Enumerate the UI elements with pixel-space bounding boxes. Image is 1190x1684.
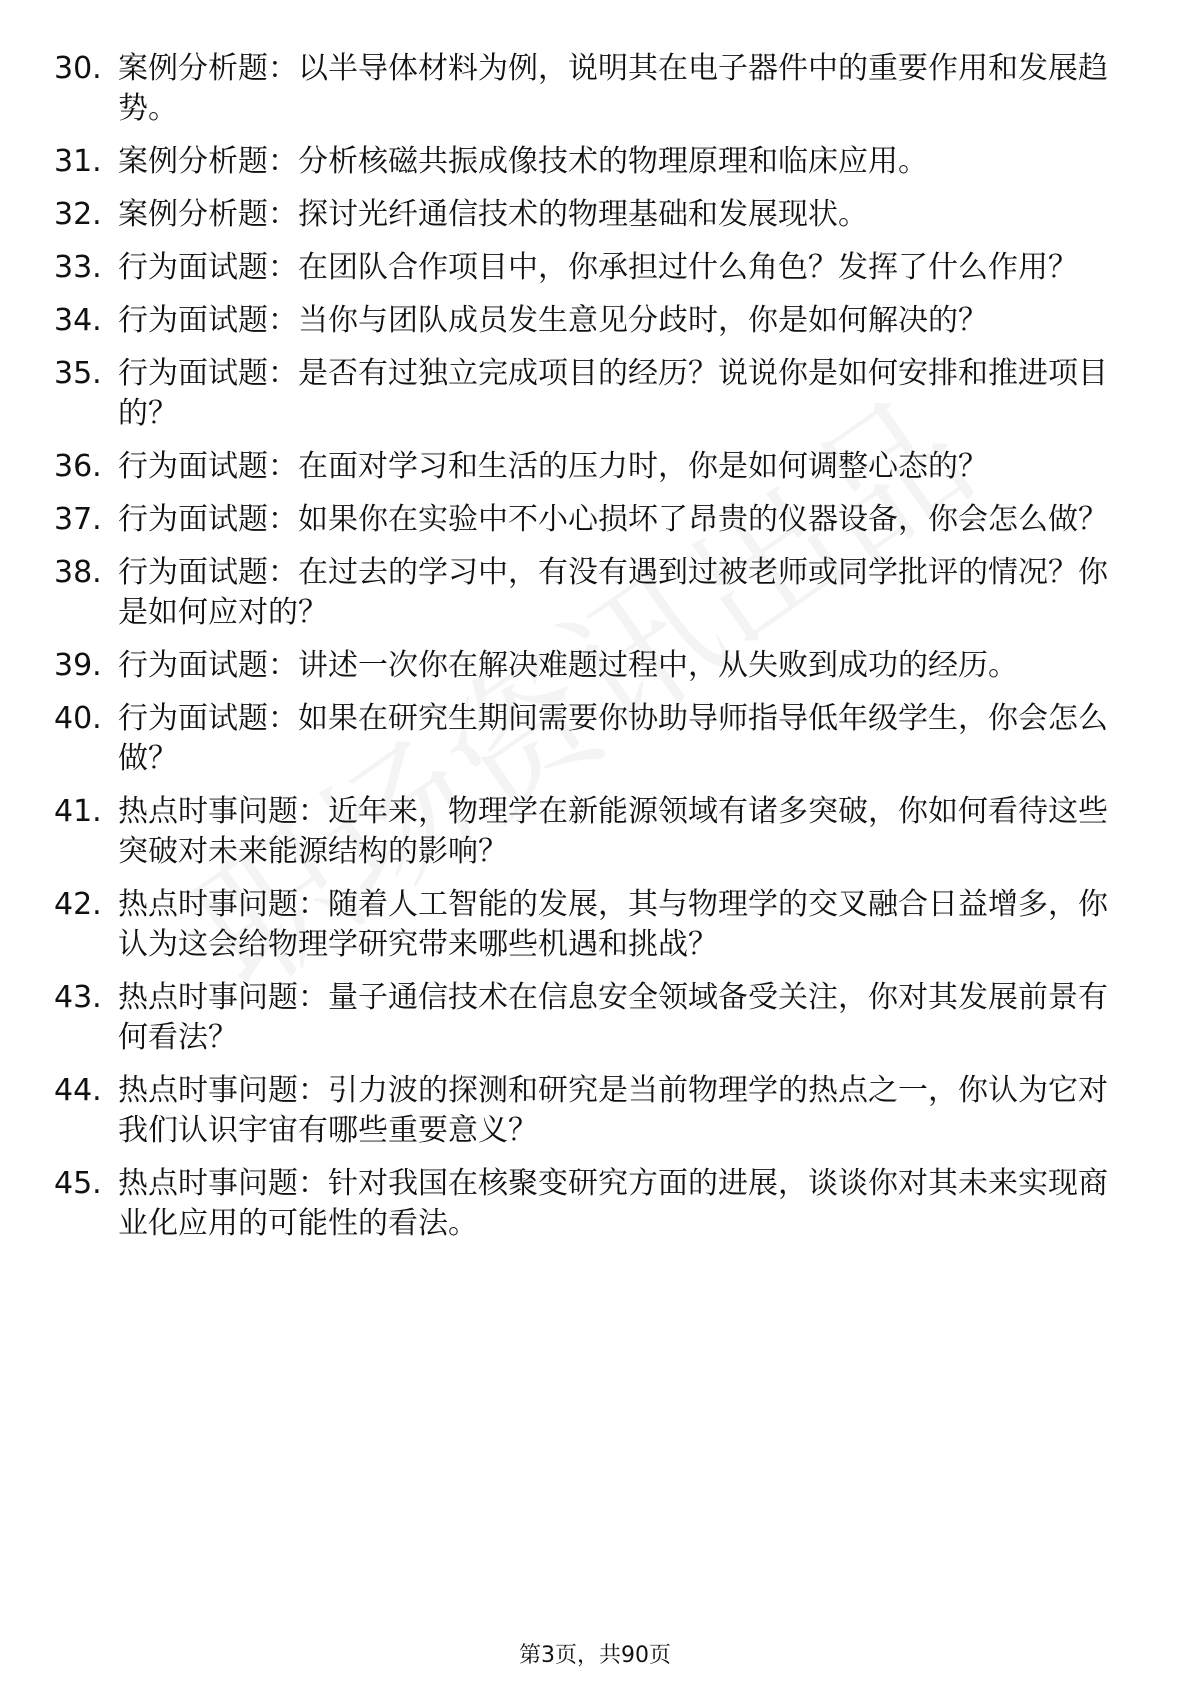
question-text: 探讨光纤通信技术的物理基础和发展现状。 <box>298 197 868 232</box>
question-item <box>54 195 1116 235</box>
question-item <box>54 447 1116 487</box>
question-text: 在面对学习和生活的压力时，你是如何调整心态的？ <box>298 449 988 484</box>
question-body <box>118 500 1116 540</box>
question-list <box>54 49 1116 1257</box>
question-category: 行为面试题： <box>118 356 298 391</box>
question-body <box>118 553 1116 633</box>
question-category: 行为面试题： <box>118 555 298 590</box>
question-number: 40. <box>54 701 102 736</box>
question-number: 42. <box>54 887 102 922</box>
question-text: 在过去的学习中，有没有遇到过被老师或同学批评的情况？你是如何应对的？ <box>118 555 1108 630</box>
question-item <box>54 1164 1116 1244</box>
question-body <box>118 885 1116 965</box>
page-number-footer: 第3页，共90页 <box>519 1643 671 1668</box>
question-item <box>54 301 1116 341</box>
question-number: 43. <box>54 980 102 1015</box>
question-text: 讲述一次你在解决难题过程中，从失败到成功的经历。 <box>298 648 1018 683</box>
question-item <box>54 699 1116 779</box>
question-category: 行为面试题： <box>118 502 298 537</box>
question-category: 热点时事问题： <box>118 980 328 1015</box>
question-number: 33. <box>54 250 102 285</box>
question-body <box>118 978 1116 1058</box>
question-number: 37. <box>54 502 102 537</box>
question-text: 分析核磁共振成像技术的物理原理和临床应用。 <box>298 144 928 179</box>
question-category: 行为面试题： <box>118 701 298 736</box>
question-number: 38. <box>54 555 102 590</box>
question-body <box>118 248 1116 288</box>
question-item <box>54 553 1116 633</box>
question-number: 31. <box>54 144 102 179</box>
question-text: 针对我国在核聚变研究方面的进展，谈谈你对其未来实现商业化应用的可能性的看法。 <box>118 1166 1108 1241</box>
question-item <box>54 248 1116 288</box>
question-category: 行为面试题： <box>118 303 298 338</box>
question-body <box>118 354 1116 434</box>
question-number: 34. <box>54 303 102 338</box>
question-text: 量子通信技术在信息安全领域备受关注，你对其发展前景有何看法？ <box>118 980 1108 1055</box>
question-number: 32. <box>54 197 102 232</box>
question-text: 近年来，物理学在新能源领域有诸多突破，你如何看待这些突破对未来能源结构的影响？ <box>118 794 1108 869</box>
question-number: 35. <box>54 356 102 391</box>
question-text: 如果在研究生期间需要你协助导师指导低年级学生，你会怎么做？ <box>118 701 1108 776</box>
question-category: 行为面试题： <box>118 250 298 285</box>
question-item <box>54 978 1116 1058</box>
question-item <box>54 1071 1116 1151</box>
question-text: 是否有过独立完成项目的经历？说说你是如何安排和推进项目的？ <box>118 356 1108 431</box>
question-category: 热点时事问题： <box>118 1166 328 1201</box>
question-body <box>118 447 1116 487</box>
question-body <box>118 1164 1116 1244</box>
question-text: 在团队合作项目中，你承担过什么角色？发挥了什么作用？ <box>298 250 1078 285</box>
question-number: 36. <box>54 449 102 484</box>
question-body <box>118 142 1116 182</box>
question-body <box>118 792 1116 872</box>
question-text: 当你与团队成员发生意见分歧时，你是如何解决的？ <box>298 303 988 338</box>
question-category: 案例分析题： <box>118 51 298 86</box>
question-item <box>54 792 1116 872</box>
question-item <box>54 49 1116 129</box>
question-item <box>54 354 1116 434</box>
question-body <box>118 49 1116 129</box>
question-number: 30. <box>54 51 102 86</box>
question-item <box>54 500 1116 540</box>
question-item <box>54 142 1116 182</box>
question-text: 引力波的探测和研究是当前物理学的热点之一，你认为它对我们认识宇宙有哪些重要意义？ <box>118 1073 1108 1148</box>
question-category: 热点时事问题： <box>118 794 328 829</box>
question-body <box>118 646 1116 686</box>
question-body <box>118 1071 1116 1151</box>
question-text: 以半导体材料为例，说明其在电子器件中的重要作用和发展趋势。 <box>118 51 1108 126</box>
question-category: 热点时事问题： <box>118 887 328 922</box>
question-number: 39. <box>54 648 102 683</box>
question-category: 案例分析题： <box>118 144 298 179</box>
question-category: 行为面试题： <box>118 648 298 683</box>
question-number: 41. <box>54 794 102 829</box>
question-category: 案例分析题： <box>118 197 298 232</box>
question-item <box>54 885 1116 965</box>
question-category: 行为面试题： <box>118 449 298 484</box>
question-number: 45. <box>54 1166 102 1201</box>
question-body <box>118 195 1116 235</box>
question-number: 44. <box>54 1073 102 1108</box>
question-text: 如果你在实验中不小心损坏了昂贵的仪器设备，你会怎么做？ <box>298 502 1108 537</box>
question-body <box>118 301 1116 341</box>
question-category: 热点时事问题： <box>118 1073 328 1108</box>
question-item <box>54 646 1116 686</box>
question-text: 随着人工智能的发展，其与物理学的交叉融合日益增多，你认为这会给物理学研究带来哪些机遇和挑战？ <box>118 887 1108 962</box>
question-body <box>118 699 1116 779</box>
